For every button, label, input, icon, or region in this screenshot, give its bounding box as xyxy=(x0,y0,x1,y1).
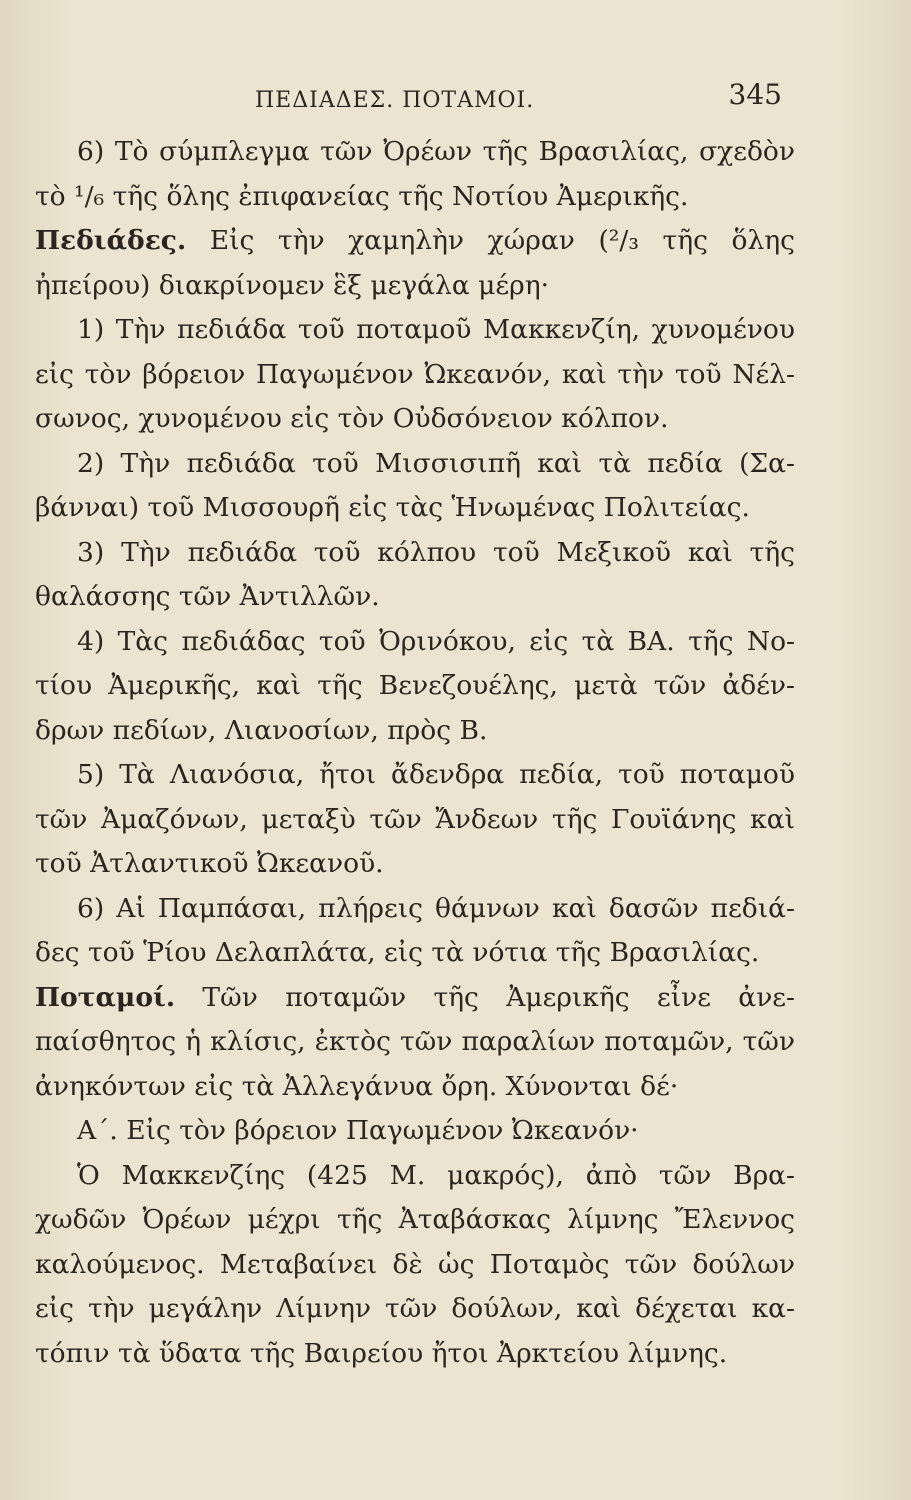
line-text: Ὁ Μακκενζίης (425 Μ. μακρός), ἀπὸ τῶν Βρα- xyxy=(77,1159,795,1191)
text-line xyxy=(35,575,795,620)
line-text: παίσθητος ἡ κλίσις, ἐκτὸς τῶν παραλίων ποταμῶν, τῶν xyxy=(35,1026,795,1057)
text-line xyxy=(35,308,795,353)
text-line xyxy=(35,664,795,709)
text-line xyxy=(35,976,795,1021)
text-line xyxy=(35,709,795,754)
line-text: 6) Αἱ Παμπάσαι, πλήρεις θάμνων καὶ δασῶν πεδιά- xyxy=(77,892,795,924)
line-text: εἰς τὸν βόρειον Παγωμένον Ὠκεανόν, καὶ τὴν τοῦ Νέλ- xyxy=(35,358,795,390)
line-text: 1) Τὴν πεδιάδα τοῦ ποταμοῦ Μακκενζίη, χυνομένου xyxy=(77,314,795,345)
text-line xyxy=(35,264,795,309)
text-line xyxy=(35,887,795,932)
line-text: 3) Τὴν πεδιάδα τοῦ κόλπου τοῦ Μεξικοῦ καὶ τῆς xyxy=(77,536,795,568)
line-text: βάνναι) τοῦ Μισσουρῆ εἰς τὰς Ἡνωμένας Πολιτείας. xyxy=(35,492,750,523)
body-text xyxy=(35,130,795,1376)
text-line xyxy=(35,842,795,887)
line-text: Α΄. Εἰς τὸν βόρειον Παγωμένον Ὠκεανόν· xyxy=(77,1115,639,1146)
line-text: Εἰς τὴν χαμηλὴν χώραν (²/₃ τῆς ὅλης xyxy=(186,225,795,256)
section-heading: Ποταμοί. xyxy=(35,981,176,1013)
text-line xyxy=(35,1109,795,1154)
line-text: 2) Τὴν πεδιάδα τοῦ Μισσισιπῆ καὶ τὰ πεδία (Σα- xyxy=(77,447,795,479)
line-text: 4) Τὰς πεδιάδας τοῦ Ὀρινόκου, εἰς τὰ ΒΑ. τῆς Νο- xyxy=(77,625,795,657)
text-line xyxy=(35,219,795,264)
text-line xyxy=(35,620,795,665)
line-text: ἠπείρου) διακρίνομεν ἓξ μεγάλα μέρη· xyxy=(35,269,550,301)
page-number: 345 xyxy=(728,78,782,111)
line-text: καλούμενος. Μεταβαίνει δὲ ὡς Ποταμὸς τῶν δούλων xyxy=(35,1248,795,1280)
line-text: δρων πεδίων, Λιανοσίων, πρὸς Β. xyxy=(35,714,488,746)
text-line xyxy=(35,486,795,531)
line-text: ἀνηκόντων εἰς τὰ Ἀλλεγάνυα ὄρη. Χύνονται δέ· xyxy=(35,1070,679,1102)
text-line xyxy=(35,1332,795,1377)
text-line xyxy=(35,1243,795,1288)
line-text: τίου Ἀμερικῆς, καὶ τῆς Βενεζουέλης, μετὰ τῶν ἀδέν- xyxy=(35,670,795,701)
text-line xyxy=(35,1154,795,1199)
text-line xyxy=(35,397,795,442)
text-line xyxy=(35,1065,795,1110)
line-text: τῶν Ἀμαζόνων, μεταξὺ τῶν Ἄνδεων τῆς Γουϊάνης καὶ xyxy=(35,803,795,835)
line-text: 5) Τὰ Λιανόσια, ἤτοι ἄδενδρα πεδία, τοῦ ποταμοῦ xyxy=(77,759,795,790)
text-line xyxy=(35,798,795,843)
line-text: εἰς τὴν μεγάλην Λίμνην τῶν δούλων, καὶ δέχεται κα- xyxy=(35,1293,795,1324)
running-title: ΠΕΔΙΑΔΕΣ. ΠΟΤΑΜΟΙ. xyxy=(255,88,535,113)
text-line xyxy=(35,1020,795,1065)
line-text: 6) Τὸ σύμπλεγμα τῶν Ὀρέων τῆς Βρασιλίας, σχεδὸν xyxy=(77,136,795,167)
text-line xyxy=(35,175,795,220)
line-text: Τῶν ποταμῶν τῆς Ἀμερικῆς εἶνε ἀνε- xyxy=(175,981,795,1013)
text-line xyxy=(35,931,795,976)
text-line xyxy=(35,442,795,487)
text-line xyxy=(35,1287,795,1332)
section-heading: Πεδιάδες. xyxy=(35,225,187,256)
line-text: θαλάσσης τῶν Ἀντιλλῶν. xyxy=(35,581,380,612)
text-line xyxy=(35,1198,795,1243)
text-line xyxy=(35,531,795,576)
text-line xyxy=(35,753,795,798)
line-text: τὸ ¹/₆ τῆς ὅλης ἐπιφανείας τῆς Νοτίου Ἀμερικῆς. xyxy=(35,180,689,212)
line-text: δες τοῦ Ῥίου Δελαπλάτα, εἰς τὰ νότια τῆς Βρασιλίας. xyxy=(35,937,760,968)
line-text: χωδῶν Ὀρέων μέχρι τῆς Ἀταβάσκας λίμνης Ἔλεννος xyxy=(35,1204,795,1235)
text-line xyxy=(35,353,795,398)
line-text: τοῦ Ἀτλαντικοῦ Ὠκεανοῦ. xyxy=(35,848,384,879)
text-line xyxy=(35,130,795,175)
line-text: τόπιν τὰ ὕδατα τῆς Βαιρείου ἤτοι Ἀρκτείου λίμνης. xyxy=(35,1337,728,1369)
page-header xyxy=(70,78,790,118)
line-text: σωνος, χυνομένου εἰς τὸν Οὐδσόνειον κόλπον. xyxy=(35,403,669,434)
